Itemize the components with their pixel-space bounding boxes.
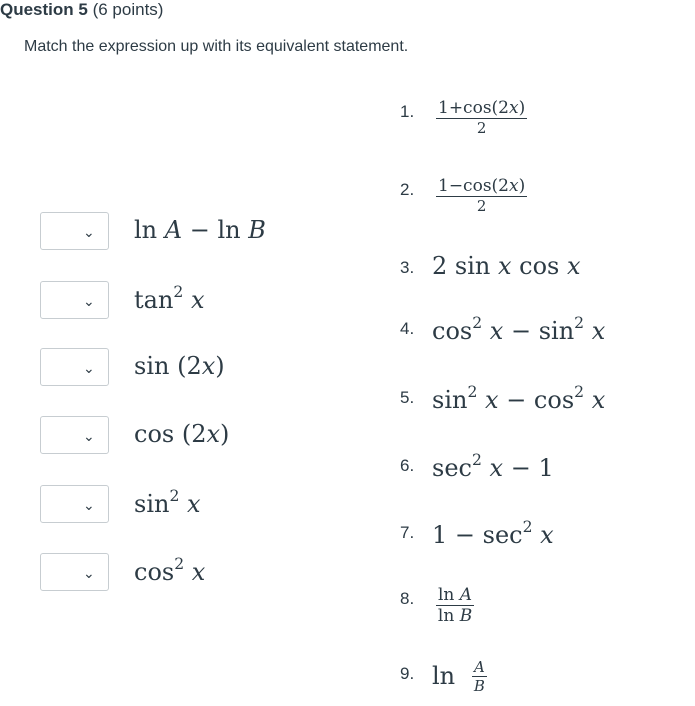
chevron-down-icon: ⌄ bbox=[83, 224, 95, 240]
option-number: 9. bbox=[400, 664, 415, 683]
row-expression: sin (2x) bbox=[134, 352, 225, 380]
row-expression: $\sin^2 x$ bbox=[134, 486, 201, 518]
option-number: 1. bbox=[400, 102, 415, 121]
option-fraction: $\frac{1-\cos(2x)}{2}$ bbox=[438, 176, 526, 215]
option-expression: $\cos^2 x - \sin^2 x$ bbox=[432, 313, 606, 345]
option-number: 8. bbox=[400, 589, 415, 608]
match-select[interactable] bbox=[40, 485, 109, 523]
question-points: (6 points) bbox=[92, 0, 164, 19]
option-expression: $\sec^2 x - 1$ bbox=[432, 450, 554, 482]
option-denominator: B bbox=[473, 677, 485, 695]
chevron-down-icon: ⌄ bbox=[83, 428, 95, 444]
row-expression: cos (2x) bbox=[134, 420, 230, 448]
option-number: 6. bbox=[400, 456, 415, 475]
chevron-down-icon: ⌄ bbox=[83, 497, 95, 513]
question-number: Question 5 bbox=[0, 0, 88, 19]
option-number: 7. bbox=[400, 523, 415, 542]
option-ln: ln bbox=[432, 662, 456, 690]
option-denominator: 2 bbox=[476, 197, 487, 215]
option-number: 3. bbox=[400, 258, 415, 277]
match-select[interactable] bbox=[40, 416, 109, 454]
chevron-down-icon: ⌄ bbox=[83, 293, 95, 309]
chevron-down-icon: ⌄ bbox=[83, 565, 95, 581]
option-fraction: $\frac{\text{ln A}}{\text{ln B}}$ bbox=[437, 585, 473, 626]
question-prompt: Match the expression up with its equivalent statement. bbox=[24, 38, 409, 55]
option-number: 4. bbox=[400, 319, 415, 338]
option-expression: $1 - \sec^2 x$ bbox=[432, 517, 554, 549]
option-expression: 2 sin x cos x bbox=[432, 252, 581, 280]
question-header bbox=[0, 0, 163, 20]
row-expression: $\tan^2 x$ bbox=[134, 282, 205, 314]
option-denominator: 2 bbox=[476, 119, 487, 137]
chevron-down-icon: ⌄ bbox=[83, 360, 95, 376]
match-select[interactable] bbox=[40, 212, 109, 250]
match-select[interactable] bbox=[40, 553, 109, 591]
option-expression: $\sin^2 x - \cos^2 x$ bbox=[432, 382, 606, 414]
row-expression: ln A − ln B bbox=[134, 216, 266, 244]
match-select[interactable] bbox=[40, 281, 109, 319]
option-fraction: $\frac{1+\cos(2x)}{2}$ bbox=[438, 98, 526, 137]
option-number: 5. bbox=[400, 388, 415, 407]
row-expression: $\cos^2 x$ bbox=[134, 554, 206, 586]
match-select[interactable] bbox=[40, 348, 109, 386]
option-numerator: A bbox=[474, 658, 485, 676]
option-fraction bbox=[472, 658, 487, 695]
option-number: 2. bbox=[400, 180, 415, 199]
